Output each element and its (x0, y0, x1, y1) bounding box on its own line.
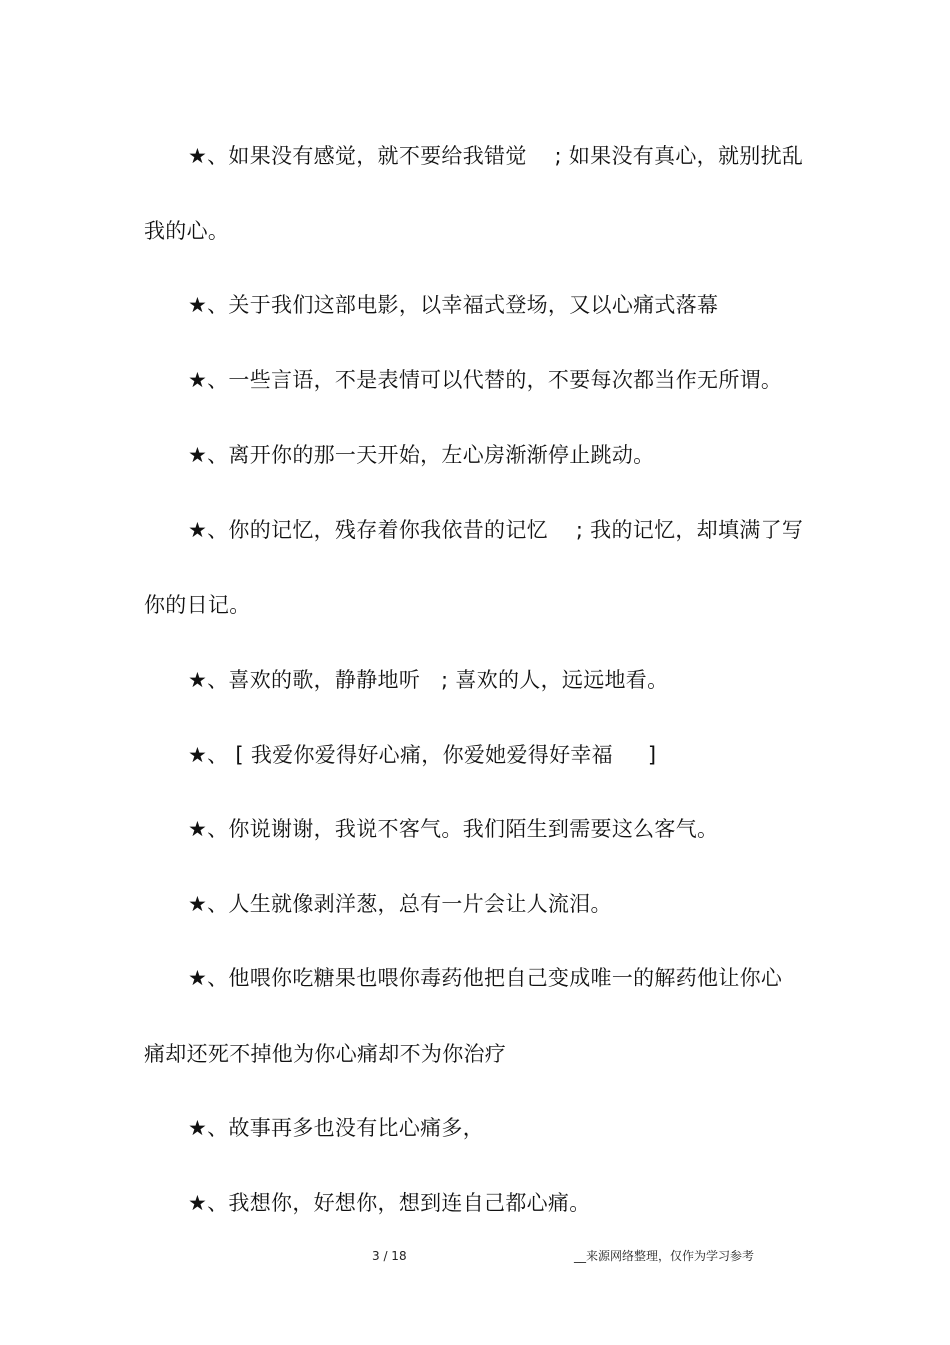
text-line: ★、你说谢谢，我说不客气。我们陌生到需要这么客气。 (188, 817, 719, 841)
text-line: ★、我想你，好想你，想到连自己都心痛。 (188, 1191, 591, 1215)
text-line: ★、他喂你吃糖果也喂你毒药他把自己变成唯一的解药他让你心 (188, 966, 783, 990)
text-line: 你的日记。 (144, 593, 251, 617)
text-line: ★、喜欢的歌，静静地听 ; 喜欢的人，远远地看。 (188, 668, 669, 692)
text-line: ★、人生就像剥洋葱，总有一片会让人流泪。 (188, 892, 612, 916)
source-note: __来源网络整理，仅作为学习参考 (574, 1249, 755, 1263)
text-line: ★、离开你的那一天开始，左心房渐渐停止跳动。 (188, 443, 655, 467)
text-line: ★、 [ 我爱你爱得好心痛，你爱她爱得好幸福 ] (188, 743, 657, 767)
text-line: 痛却还死不掉他为你心痛却不为你治疗 (144, 1042, 507, 1066)
text-line: ★、关于我们这部电影，以幸福式登场，又以心痛式落幕 (188, 293, 719, 317)
text-line: 我的心。 (144, 219, 230, 243)
text-line: ★、你的记忆，残存着你我依昔的记忆 ; 我的记忆，却填满了写 (188, 518, 804, 542)
text-line: ★、一些言语，不是表情可以代替的，不要每次都当作无所谓。 (188, 368, 783, 392)
text-line: ★、如果没有感觉，就不要给我错觉 ; 如果没有真心，就别扰乱 (188, 144, 804, 168)
text-line: ★、故事再多也没有比心痛多， (188, 1116, 485, 1140)
page-number: 3 / 18 (372, 1249, 407, 1263)
